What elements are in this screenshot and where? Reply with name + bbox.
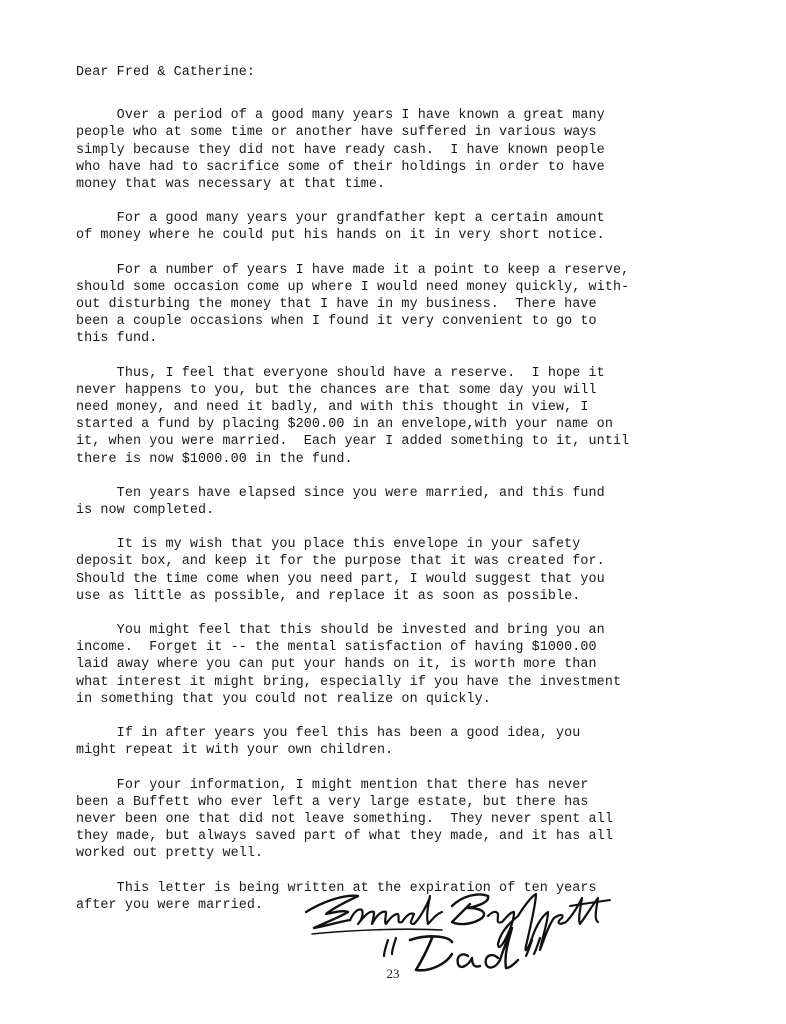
text-line: worked out pretty well. [76, 846, 264, 862]
text-line: Ten years have elapsed since you were married, and this fund [76, 485, 605, 501]
text-line: money that was necessary at that time. [76, 177, 386, 193]
text-line: might repeat it with your own children. [76, 743, 394, 759]
paragraph-6 [76, 536, 724, 605]
text-line: For your information, I might mention that there has never [76, 777, 589, 793]
paragraph-5 [76, 485, 724, 519]
paragraph-1 [76, 107, 724, 193]
text-line: never happens to you, but the chances are that some day you will [76, 382, 597, 398]
text-line: there is now $1000.00 in the fund. [76, 451, 353, 467]
text-line: You might feel that this should be invested and bring you an [76, 623, 605, 639]
text-line: This letter is being written at the expiration of ten years [76, 880, 597, 896]
page-number: 23 [386, 966, 400, 981]
paragraph-2 [76, 210, 724, 244]
text-line: Over a period of a good many years I have known a great many [76, 108, 605, 124]
text-line: never been one that did not leave something. They never spent all [76, 811, 613, 827]
text-line: simply because they did not have ready cash. I have known people [76, 142, 605, 158]
handwritten-signature [292, 876, 632, 980]
text-line: need money, and need it badly, and with this thought in view, I [76, 400, 589, 416]
text-line: use as little as possible, and replace it as soon as possible. [76, 588, 581, 604]
text-line: is now completed. [76, 503, 215, 519]
text-line: For a number of years I have made it a point to keep a reserve, [76, 262, 630, 278]
text-line: in something that you could not realize on quickly. [76, 691, 491, 707]
letter-body [76, 64, 724, 931]
text-line: For a good many years your grandfather kept a certain amount [76, 211, 605, 227]
text-line: been a couple occasions when I found it very convenient to go to [76, 314, 597, 330]
text-line: who have had to sacrifice some of their holdings in order to have [76, 159, 605, 175]
greeting: Dear Fred & Catherine: [76, 65, 255, 80]
text-line: should some occasion come up where I would need money quickly, with- [76, 279, 630, 295]
text-line: out disturbing the money that I have in my business. There have [76, 297, 597, 313]
text-line: Should the time come when you need part, I would suggest that you [76, 571, 605, 587]
text-line: laid away where you can put your hands on it, is worth more than [76, 657, 597, 673]
text-line: deposit box, and keep it for the purpose that it was created for. [76, 554, 605, 570]
paragraph-4 [76, 365, 724, 468]
paragraph-7 [76, 622, 724, 708]
text-line: it, when you were married. Each year I added something to it, until [76, 434, 630, 450]
text-line: started a fund by placing $200.00 in an envelope,with your name on [76, 417, 613, 433]
paragraph-3 [76, 262, 724, 348]
text-line: what interest it might bring, especially if you have the investment [76, 674, 622, 690]
text-line: Thus, I feel that everyone should have a reserve. I hope it [76, 365, 605, 381]
text-line: If in after years you feel this has been a good idea, you [76, 726, 581, 742]
text-line: been a Buffett who ever left a very large estate, but there has [76, 794, 589, 810]
text-line: of money where he could put his hands on it in very short notice. [76, 228, 605, 244]
text-line: income. Forget it -- the mental satisfaction of having $1000.00 [76, 640, 597, 656]
text-line: people who at some time or another have suffered in various ways [76, 125, 597, 141]
text-line: after you were married. [76, 897, 264, 913]
text-line: they made, but always saved part of what they made, and it has all [76, 829, 613, 845]
text-line: It is my wish that you place this envelope in your safety [76, 537, 581, 553]
paragraph-9 [76, 777, 724, 863]
paragraph-8 [76, 725, 724, 759]
text-line: this fund. [76, 331, 158, 347]
